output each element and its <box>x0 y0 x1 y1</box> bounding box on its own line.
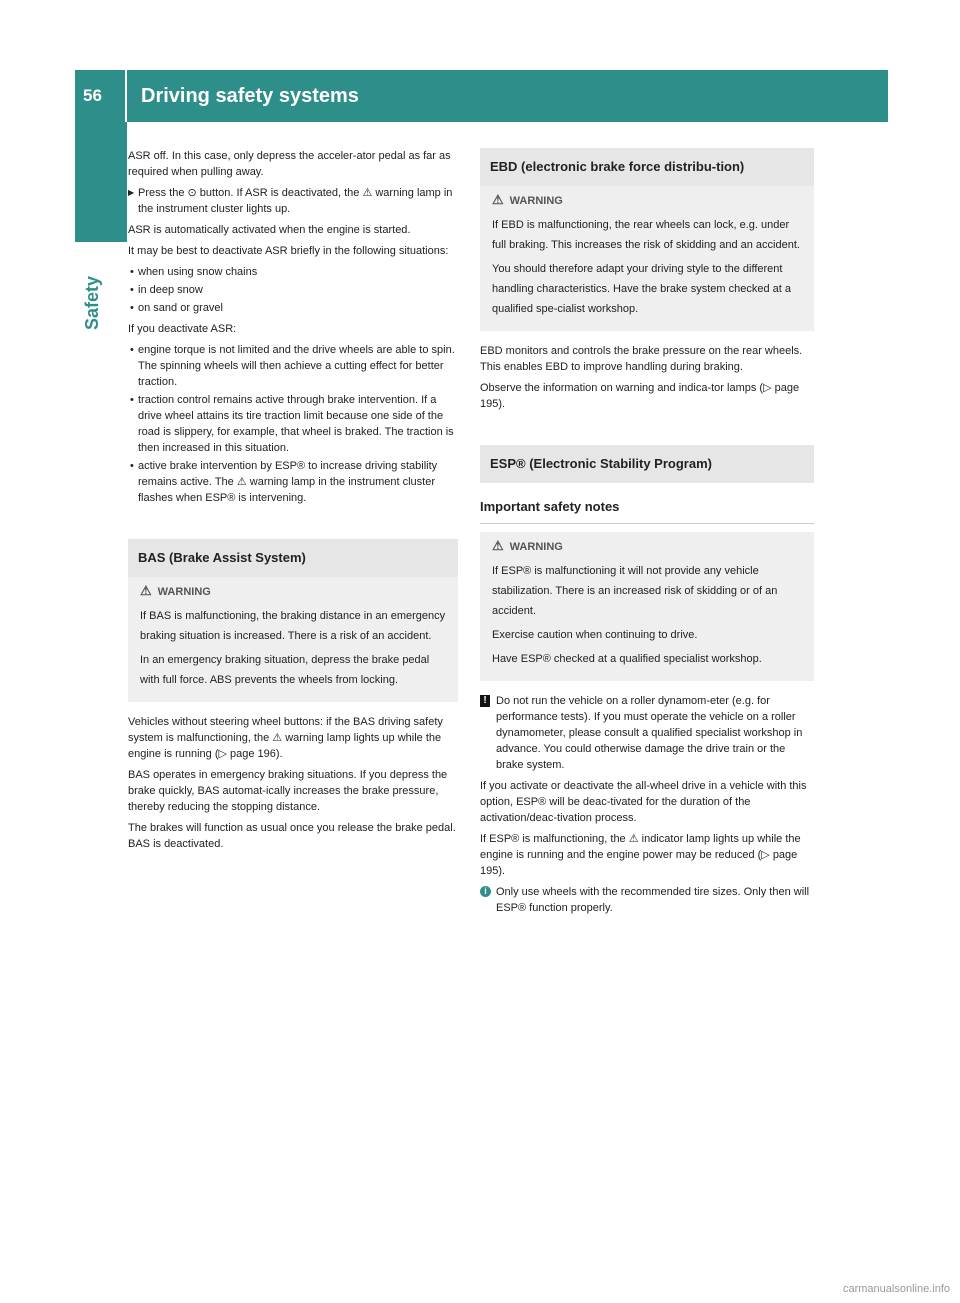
page-title: Driving safety systems <box>141 85 359 107</box>
warning-text: Have ESP® checked at a qualified specialist workshop. <box>492 653 762 665</box>
section-title-bas: BAS (Brake Assist System) <box>128 539 458 577</box>
warning-text: You should therefore adapt your driving style to the different handling characteristics. Have the brake system checked at a qualified spe-cialist workshop. <box>492 263 791 315</box>
warning-triangle-icon: ⚠ <box>140 583 152 598</box>
sidebar-tab <box>75 122 127 242</box>
action-step: ▶ Press the ⊙ button. If ASR is deactivated, the ⚠ warning lamp in the instrument cluster lights up. <box>128 185 458 217</box>
warning-label: WARNING <box>509 195 563 207</box>
exclamation-icon: ! <box>480 695 490 707</box>
info-text: Only use wheels with the recommended tire sizes. Only then will ESP® function properly. <box>496 886 810 914</box>
effects-list <box>128 342 458 506</box>
page-number: 56 <box>83 86 102 105</box>
warning-label: WARNING <box>157 586 211 598</box>
note-text: Do not run the vehicle on a roller dynamom-eter (e.g. for performance tests). If you must operate the vehicle on a roller dynamometer, please consult a qualified specialist workshop in advance. You could otherwise damage the drive train or the brake system. <box>496 695 803 771</box>
warning-label: WARNING <box>509 541 563 553</box>
section-title-esp: ESP® (Electronic Stability Program) <box>480 445 814 483</box>
warning-box <box>480 532 814 681</box>
warning-text: If BAS is malfunctioning, the braking distance in an emergency braking situation is increased. There is a risk of an accident. <box>140 610 446 642</box>
paragraph: Observe the information on warning and indica-tor lamps (▷ page 195). <box>480 382 800 410</box>
warning-triangle-icon: ⚠ <box>492 192 504 207</box>
sidebar-label: Safety <box>82 275 102 330</box>
warning-text: In an emergency braking situation, depress the brake pedal with full force. ABS prevents the wheels from locking. <box>140 654 430 686</box>
list-item: • in deep snow <box>128 282 458 298</box>
list-item: • active brake intervention by ESP® to increase driving stability remains active. The ⚠ warning lamp in the instrument cluster flashes when ESP® is intervening. <box>128 458 458 506</box>
paragraph: It may be best to deactivate ASR briefly in the following situations: <box>128 245 449 257</box>
page-header <box>75 70 888 122</box>
info-icon: i <box>480 886 491 897</box>
subsection-title: Important safety notes <box>480 499 814 524</box>
warning-box <box>480 186 814 331</box>
watermark: carmanualsonline.info <box>842 1283 950 1295</box>
paragraph: If you activate or deactivate the all-wheel drive in a vehicle with this option, ESP® will be deac-tivated for the duration of the activation/deac-tivation process. <box>480 780 807 824</box>
situation-list <box>128 264 458 316</box>
header-divider <box>125 70 127 122</box>
paragraph: BAS operates in emergency braking situations. If you depress the brake quickly, BAS automat-ically increases the brake pressure, thereby reducing the stopping distance. <box>128 769 448 813</box>
spacer <box>480 417 814 445</box>
list-item: • when using snow chains <box>128 264 458 280</box>
section-title-ebd: EBD (electronic brake force distribu-tion) <box>480 148 814 186</box>
list-item: • traction control remains active through brake intervention. If a drive wheel attains its tire traction limit because one side of the road is slippery, for example, that wheel is braked. The traction is then increased in this situation. <box>128 392 458 456</box>
paragraph: The brakes will function as usual once you release the brake pedal. BAS is deactivated. <box>128 822 456 850</box>
warning-heading <box>140 583 448 600</box>
warning-text: If ESP® is malfunctioning it will not provide any vehicle stabilization. There is an increased risk of skidding or of an accident. <box>492 565 778 617</box>
spacer <box>128 511 458 539</box>
left-column <box>128 148 458 857</box>
info-block <box>480 884 814 916</box>
note-block <box>480 693 814 773</box>
paragraph: Vehicles without steering wheel buttons: if the BAS driving safety system is malfunctioning, the ⚠ warning lamp lights up while the engine is running (▷ page 196). <box>128 716 443 760</box>
paragraph: If ESP® is malfunctioning, the ⚠ indicator lamp lights up while the engine is running and the engine power may be reduced (▷ page 195). <box>480 833 801 877</box>
right-column <box>480 148 814 921</box>
list-item: • engine torque is not limited and the drive wheels are able to spin. The spinning wheels will then achieve a cutting effect for better traction. <box>128 342 458 390</box>
paragraph: ASR is automatically activated when the engine is started. <box>128 224 411 236</box>
warning-text: Exercise caution when continuing to drive. <box>492 629 698 641</box>
warning-heading <box>492 192 804 209</box>
paragraph: EBD monitors and controls the brake pressure on the rear wheels. This enables EBD to improve handling during braking. <box>480 345 803 373</box>
warning-heading <box>492 538 804 555</box>
warning-text: If EBD is malfunctioning, the rear wheels can lock, e.g. under full braking. This increases the risk of skidding and an accident. <box>492 219 800 251</box>
paragraph: ASR off. In this case, only depress the acceler-ator pedal as far as required when pulling away. <box>128 150 451 178</box>
paragraph: If you deactivate ASR: <box>128 323 237 335</box>
list-item: • on sand or gravel <box>128 300 458 316</box>
warning-box <box>128 577 458 702</box>
warning-triangle-icon: ⚠ <box>492 538 504 553</box>
